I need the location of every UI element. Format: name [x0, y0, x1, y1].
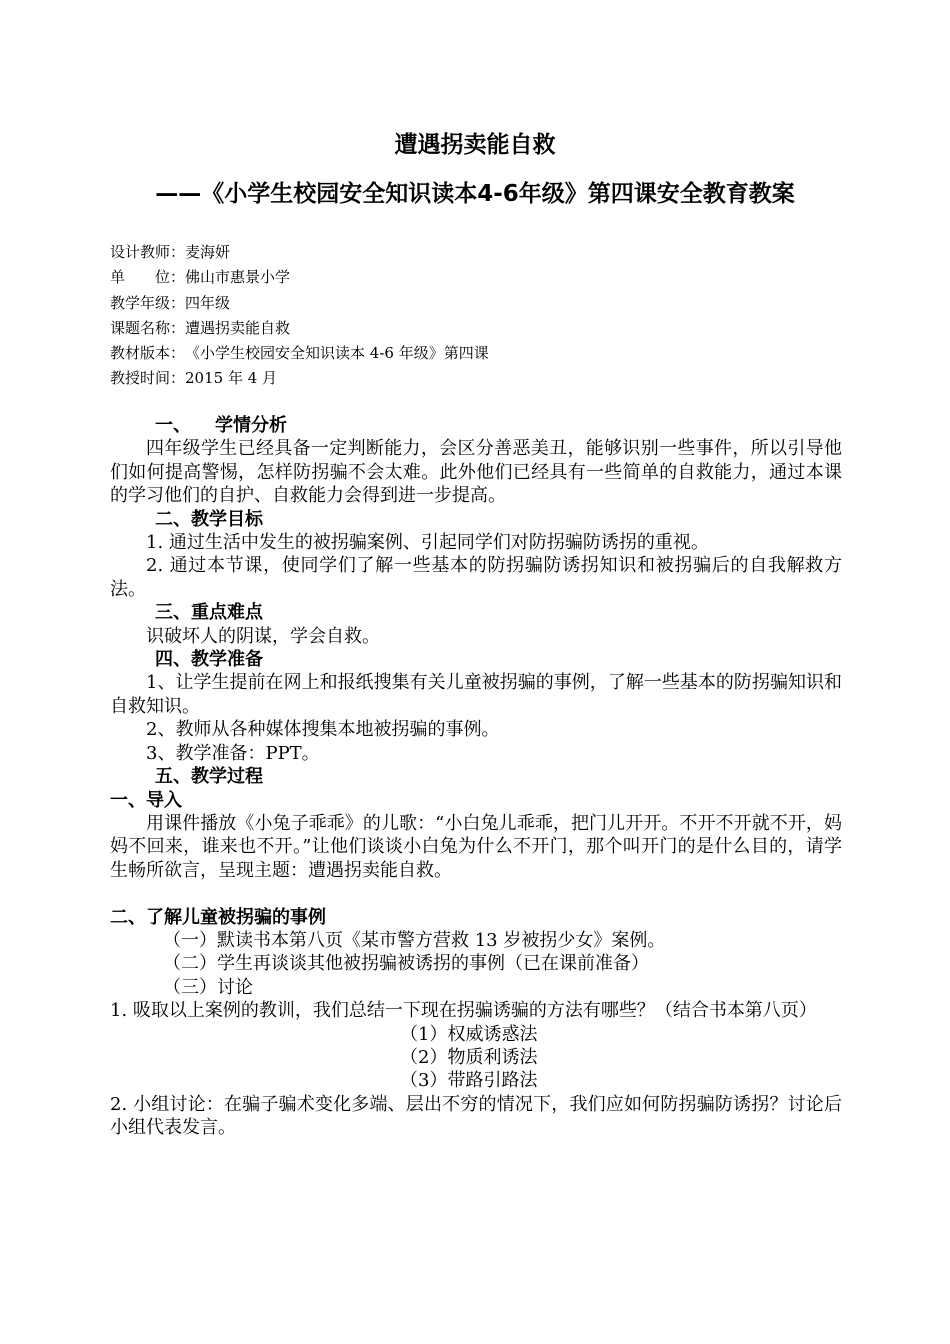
prep-item-3: 3、教学准备：PPT。 [146, 742, 320, 764]
info-row-edition: 教材版本：《小学生校园安全知识读本 4-6 年级》第四课 [110, 344, 489, 363]
method-item-2: （2）物质利诱法 [400, 1046, 538, 1068]
section-text-keypoints: 识破坏人的阴谋，学会自救。 [146, 625, 380, 647]
info-row-date: 教授时间：2015 年 4 月 [110, 369, 278, 388]
document-title: 遭遇拐卖能自救 [394, 132, 556, 158]
case-item-a: （一）默读书本第八页《某市警方营救 13 岁被拐少女》案例。 [163, 929, 666, 951]
goal-item-1: 1. 通过生活中发生的被拐骗案例、引起同学们对防拐骗防诱拐的重视。 [146, 532, 709, 554]
section-heading-preparation: 四、教学准备 [155, 649, 263, 671]
method-item-1: （1）权威诱惑法 [400, 1023, 538, 1045]
step-heading-intro: 一、导入 [110, 789, 182, 811]
method-item-3: （3）带路引路法 [400, 1070, 538, 1092]
lesson-body [110, 414, 842, 1140]
info-row-teacher: 设计教师：麦海妍 [110, 243, 231, 261]
step-heading-cases: 二、了解儿童被拐骗的事例 [110, 906, 326, 928]
section-heading-keypoints: 三、重点难点 [155, 602, 263, 624]
case-item-c: （三）讨论 [163, 976, 253, 998]
prep-item-2: 2、教师从各种媒体搜集本地被拐骗的事例。 [146, 719, 500, 741]
document-subtitle: ——《小学生校园安全知识读本4-6年级》第四课安全教育教案 [155, 181, 795, 207]
section-heading-goals: 二、教学目标 [155, 508, 263, 530]
step-text-intro: 用课件播放《小兔子乖乖》的儿歌：“小白兔儿乖乖，把门儿开开。不开不开就不开，妈妈不回来，谁来也不开。”让他们谈谈小白兔为什么不开门，那个叫开门的是什么目的，请学生畅所欲言，呈现主题：遭遇拐卖能自救。 [110, 812, 842, 881]
section-text-analysis: 四年级学生已经具备一定判断能力，会区分善恶美丑，能够识别一些事件，所以引导他们如何提高警惕，怎样防拐骗不会太难。此外他们已经具有一些简单的自救能力，通过本课的学习他们的自护、自救能力会得到进一步提高。 [110, 438, 842, 507]
spacer [110, 882, 842, 905]
info-row-unit: 单 位：佛山市惠景小学 [110, 268, 291, 287]
section-heading-analysis: 一、 学情分析 [155, 415, 287, 436]
case-item-b: （二）学生再谈谈其他被拐骗被诱拐的事例（已在课前准备） [163, 953, 649, 975]
lesson-info [110, 240, 489, 392]
discussion-question-1: 1. 吸取以上案例的教训，我们总结一下现在拐骗诱骗的方法有哪些？（结合书本第八页） [110, 1000, 817, 1022]
prep-item-1: 1、让学生提前在网上和报纸搜集有关儿童被拐骗的事例，了解一些基本的防拐骗知识和自救知识。 [110, 672, 842, 717]
section-heading-process: 五、教学过程 [155, 766, 263, 788]
info-row-topic: 课题名称：遭遇拐卖能自救 [110, 318, 291, 337]
goal-item-2: 2. 通过本节课，使同学们了解一些基本的防拐骗防诱拐知识和被拐骗后的自我解救方法。 [110, 555, 842, 600]
discussion-question-2: 2. 小组讨论：在骗子骗术变化多端、层出不穷的情况下，我们应如何防拐骗防诱拐？讨论后小组代表发言。 [110, 1093, 842, 1139]
info-row-grade: 教学年级：四年级 [110, 293, 231, 312]
